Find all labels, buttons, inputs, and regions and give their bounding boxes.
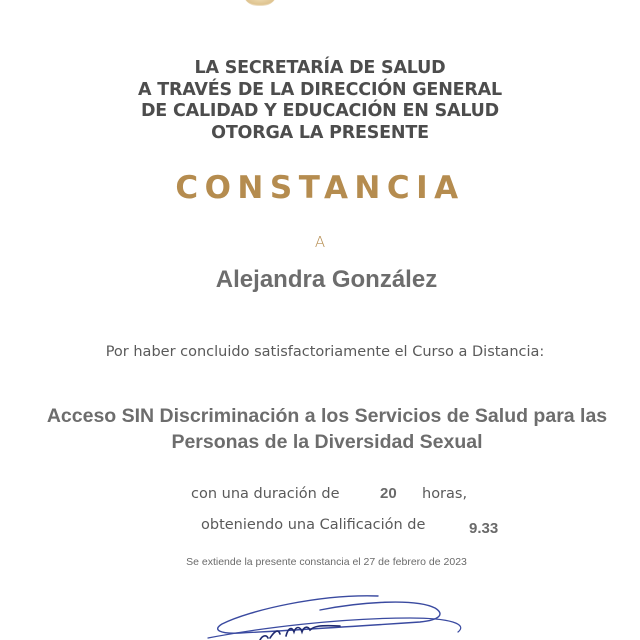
duration-value: 20 bbox=[380, 485, 397, 502]
course-title bbox=[0, 403, 640, 455]
header-line-4: OTORGA LA PRESENTE bbox=[211, 122, 429, 143]
to-label: A bbox=[314, 233, 326, 251]
government-seal-icon bbox=[243, 0, 277, 6]
course-title-line-2: Personas de la Diversidad Sexual bbox=[171, 431, 483, 453]
recipient-name: Alejandra González bbox=[215, 266, 438, 293]
header-line-3: DE CALIDAD Y EDUCACIÓN EN SALUD bbox=[140, 101, 500, 121]
header-line-1: LA SECRETARÍA DE SALUD bbox=[194, 58, 446, 78]
certificate-title: CONSTANCIA bbox=[175, 170, 465, 206]
header-line-2: A TRAVÉS DE LA DIRECCIÓN GENERAL bbox=[138, 79, 502, 100]
issuer-header bbox=[0, 58, 640, 144]
issue-date-text: Se extiende la presente constancia el 27 de febrero de 2023 bbox=[186, 556, 467, 568]
grade-value: 9.33 bbox=[469, 520, 499, 537]
duration-suffix: horas, bbox=[422, 486, 468, 502]
duration-prefix: con una duración de bbox=[191, 486, 340, 502]
grade-prefix: obteniendo una Calificación de bbox=[201, 517, 426, 533]
signature-icon bbox=[200, 592, 490, 640]
intro-text: Por haber concluido satisfactoriamente el Curso a Distancia: bbox=[105, 344, 545, 360]
course-title-line-1: Acceso SIN Discriminación a los Servicios de Salud para las bbox=[46, 405, 608, 427]
